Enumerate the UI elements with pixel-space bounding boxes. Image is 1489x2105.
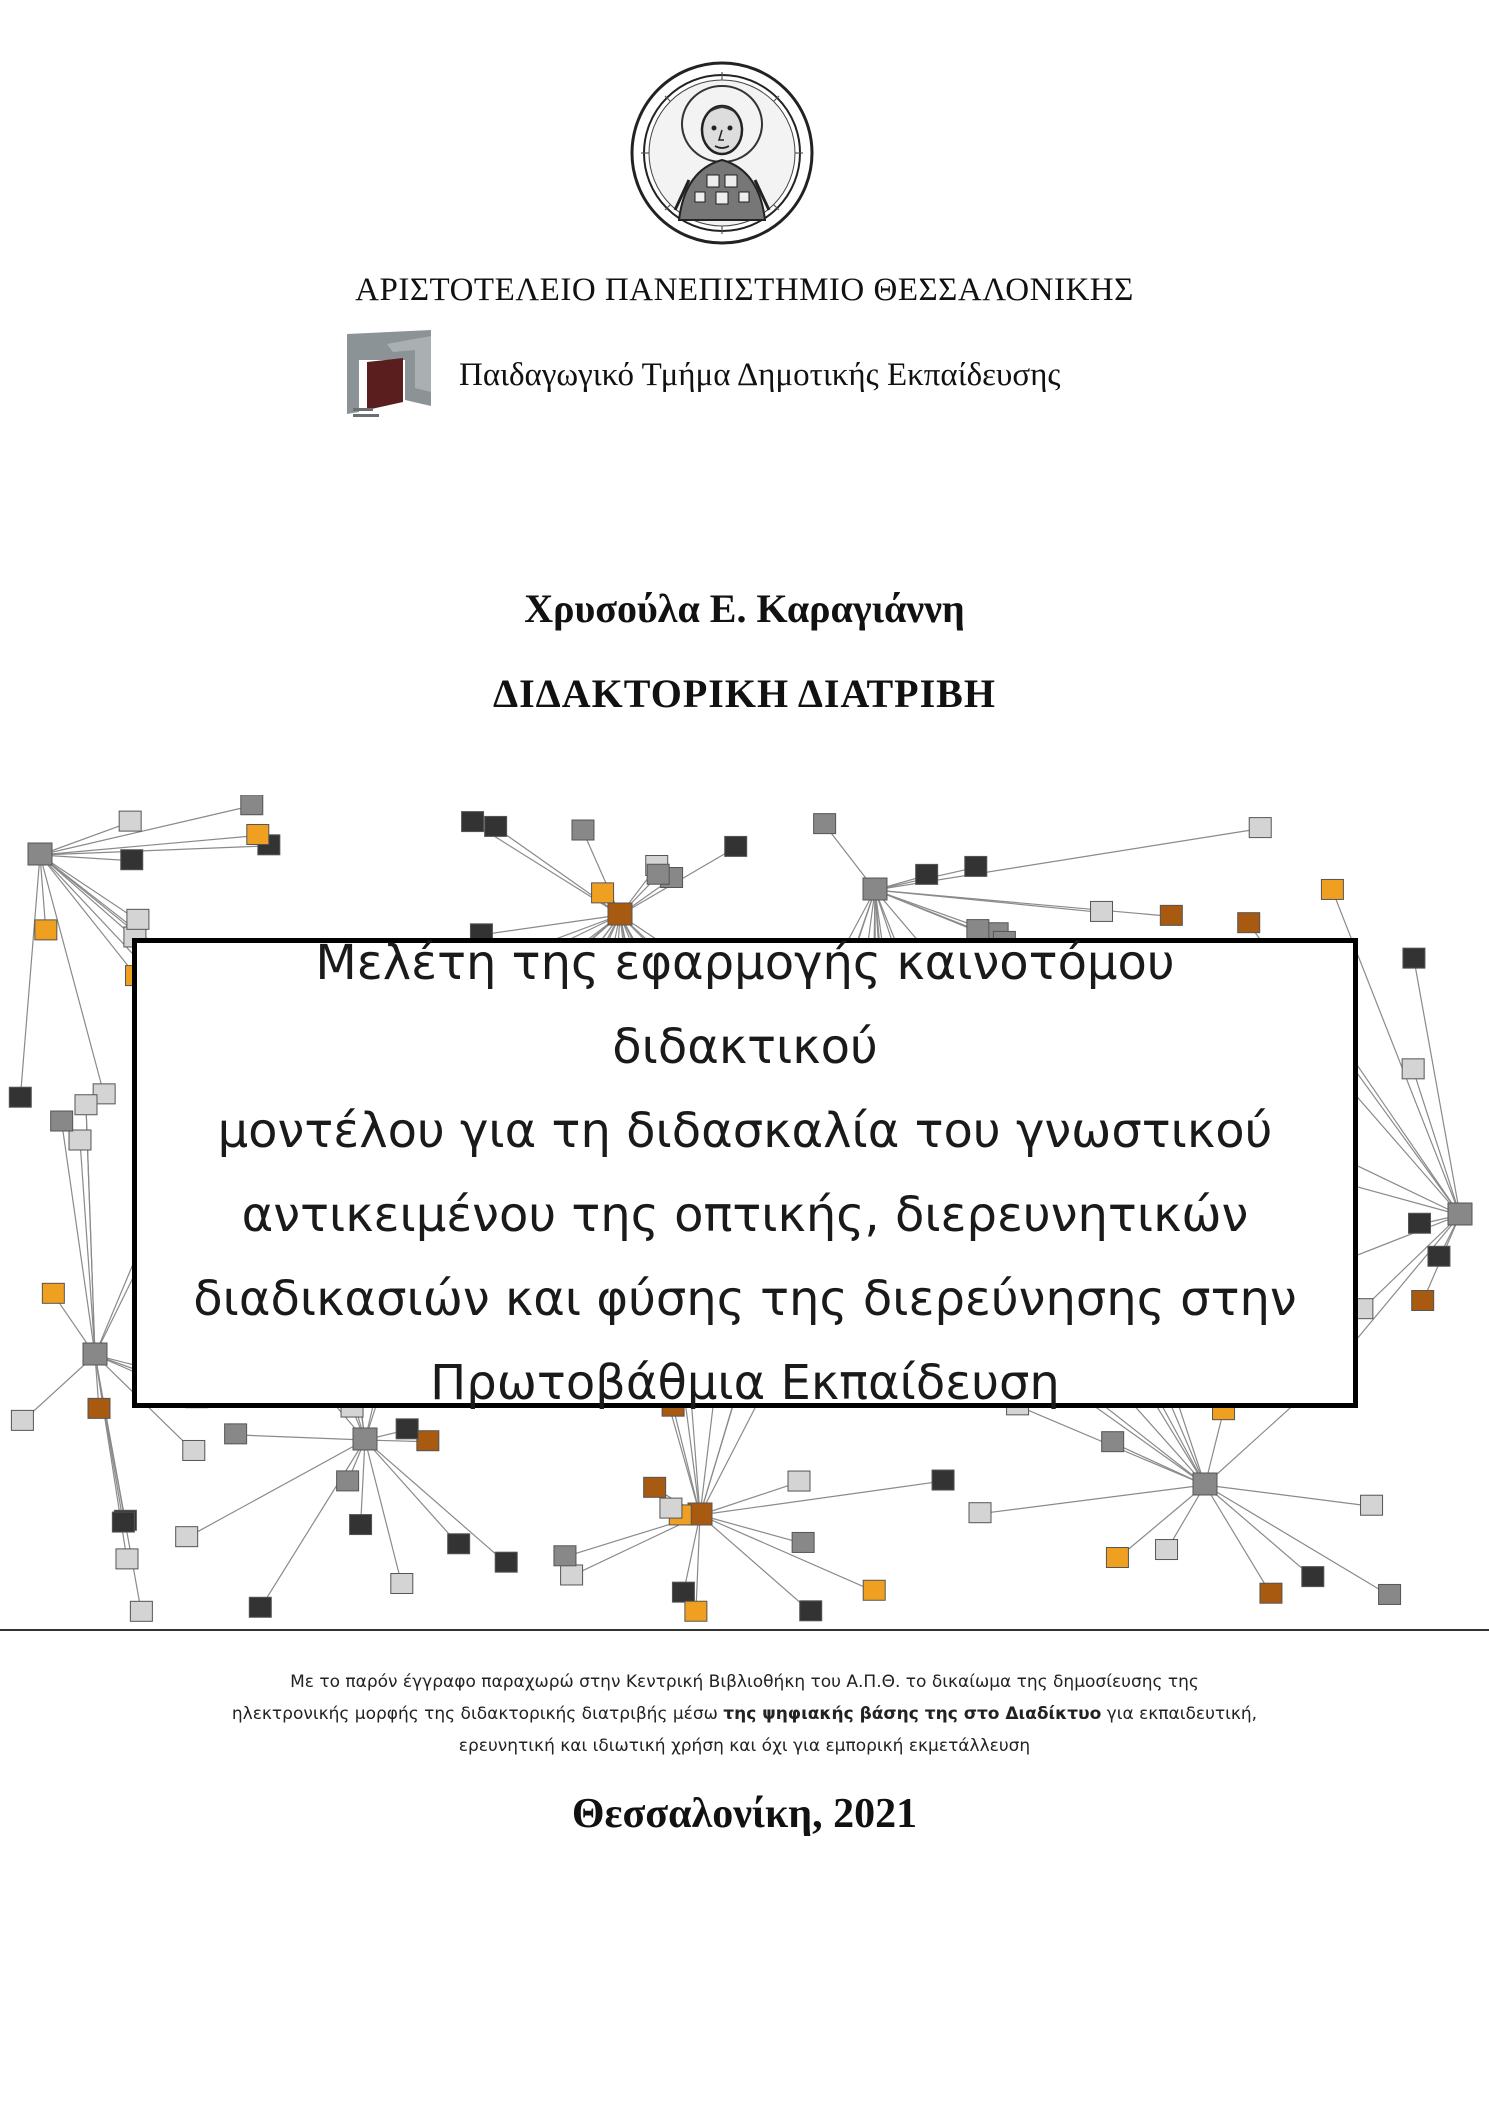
network-node [417, 1431, 439, 1451]
network-edge [20, 855, 40, 1098]
title-line: αντικειμένου της οπτικής, διερευνητικών [241, 1187, 1249, 1243]
network-edge [80, 1141, 95, 1355]
network-node [249, 1597, 271, 1617]
network-node [391, 1573, 413, 1593]
network-edge [365, 1440, 506, 1563]
network-node [247, 824, 269, 844]
network-edge [1205, 1485, 1372, 1506]
network-node [725, 836, 747, 856]
network-node [176, 1527, 198, 1547]
copyright-notice [0, 1666, 1489, 1762]
network-node [485, 816, 507, 836]
document-type: ΔΙΔΑΚΤΟΡΙΚΗ ΔΙΑΤΡΙΒΗ [493, 671, 996, 716]
network-node [35, 920, 57, 940]
network-edge [700, 1515, 874, 1591]
network-node [1403, 948, 1425, 968]
network-node [592, 883, 614, 903]
network-edge [1205, 1485, 1271, 1594]
network-node [225, 1424, 247, 1444]
network-node [1302, 1567, 1324, 1587]
network-edge [365, 1440, 459, 1545]
network-node [916, 864, 938, 884]
network-edge [236, 1435, 365, 1440]
network-node [448, 1534, 470, 1554]
network-node [965, 856, 987, 876]
network-node [1321, 879, 1343, 899]
network-node [51, 1111, 73, 1131]
network-edge [875, 890, 1171, 916]
title-line: διαδικασιών και φύσης της διερεύνησης στην [193, 1271, 1297, 1327]
divider-line [0, 1629, 1489, 1631]
network-node [1102, 1432, 1124, 1452]
network-node [69, 1130, 91, 1150]
network-node [112, 1512, 134, 1532]
network-node [863, 878, 887, 900]
network-node [83, 1343, 107, 1365]
network-node [932, 1470, 954, 1490]
network-node [788, 1471, 810, 1491]
network-node [337, 1471, 359, 1491]
network-node [1379, 1584, 1401, 1604]
network-edge [361, 1440, 365, 1526]
network-node [11, 1410, 33, 1430]
network-edge [1205, 1485, 1313, 1578]
network-node [792, 1532, 814, 1552]
network-node [1361, 1495, 1383, 1515]
notice-line: ερευνητική και ιδιωτική χρήση και όχι για εμπορική εκμετάλλευση [458, 1736, 1031, 1756]
network-node [116, 1549, 138, 1569]
network-node [241, 795, 263, 815]
network-edge [700, 1481, 943, 1515]
network-edge [980, 1485, 1205, 1514]
network-edge [40, 822, 130, 855]
network-node [644, 1477, 666, 1497]
department-name: Παιδαγωγικό Τμήμα Δημοτικής Εκπαίδευσης [459, 356, 1061, 393]
network-node [554, 1546, 576, 1566]
network-node [121, 850, 143, 870]
network-node [495, 1552, 517, 1572]
network-node [672, 1582, 694, 1602]
network-node [119, 811, 141, 831]
network-node [1091, 901, 1113, 921]
university-seal [629, 60, 815, 246]
department-row [345, 330, 1060, 420]
network-node [660, 1498, 682, 1518]
title-box [132, 935, 1358, 1411]
network-node [1249, 818, 1271, 838]
network-node [800, 1601, 822, 1621]
title-line: Πρωτοβάθμια Εκπαίδευση [430, 1355, 1060, 1411]
network-node [42, 1283, 64, 1303]
network-node [685, 1601, 707, 1621]
network-edge [62, 1122, 95, 1355]
network-node [561, 1565, 583, 1585]
title-line: Μελέτη της εφαρμογής καινοτόμου διδακτικού [315, 935, 1175, 1075]
network-node [1412, 1290, 1434, 1310]
network-node [1106, 1548, 1128, 1568]
network-node [127, 909, 149, 929]
network-node [183, 1440, 205, 1460]
network-node [1402, 1059, 1424, 1079]
notice-line: Με το παρόν έγγραφο παραχωρώ στην Κεντρική Βιβλιοθήκη του Α.Π.Θ. το δικαίωμα της δημοσίευσης της [290, 1672, 1199, 1692]
network-edge [1413, 1070, 1460, 1215]
network-node [88, 1398, 110, 1418]
network-node [9, 1087, 31, 1107]
network-node [28, 843, 52, 865]
network-node [969, 1503, 991, 1523]
network-node [814, 814, 836, 834]
network-edge [1414, 959, 1460, 1215]
network-edge [40, 855, 137, 977]
network-node [353, 1428, 377, 1450]
network-node [1193, 1473, 1217, 1495]
thesis-title [177, 921, 1313, 1425]
title-line: μοντέλου για τη διδασκαλία του γνωστικού [217, 1103, 1273, 1159]
university-name: ΑΡΙΣΤΟΤΕΛΕΙΟ ΠΑΝΕΠΙΣΤΗΜΙΟ ΘΕΣΣΑΛΟΝΙΚΗΣ [355, 272, 1134, 308]
network-node [1448, 1203, 1472, 1225]
network-node [1428, 1246, 1450, 1266]
network-node [75, 1095, 97, 1115]
network-node [1260, 1583, 1282, 1603]
network-node [572, 820, 594, 840]
network-node [130, 1601, 152, 1621]
network-edge [365, 1440, 402, 1584]
network-node [1409, 1213, 1431, 1233]
network-edge [40, 855, 132, 861]
network-node [462, 812, 484, 832]
notice-line: ηλεκτρονικής μορφής της διδακτορικής διατριβής μέσω της ψηφιακής βάσης της στο Διαδίκτυο για εκπαιδευτική, [231, 1704, 1258, 1724]
network-node [863, 1580, 885, 1600]
network-edge [40, 835, 258, 855]
network-node [1156, 1540, 1178, 1560]
network-edge [700, 1515, 811, 1612]
network-node [350, 1515, 372, 1535]
place-and-year: Θεσσαλονίκη, 2021 [571, 1791, 918, 1837]
network-edge [1342, 1215, 1460, 1357]
department-logo [345, 330, 433, 420]
network-edge [95, 1355, 123, 1523]
network-node [647, 864, 669, 884]
author-name: Χρυσούλα Ε. Καραγιάννη [524, 586, 965, 631]
